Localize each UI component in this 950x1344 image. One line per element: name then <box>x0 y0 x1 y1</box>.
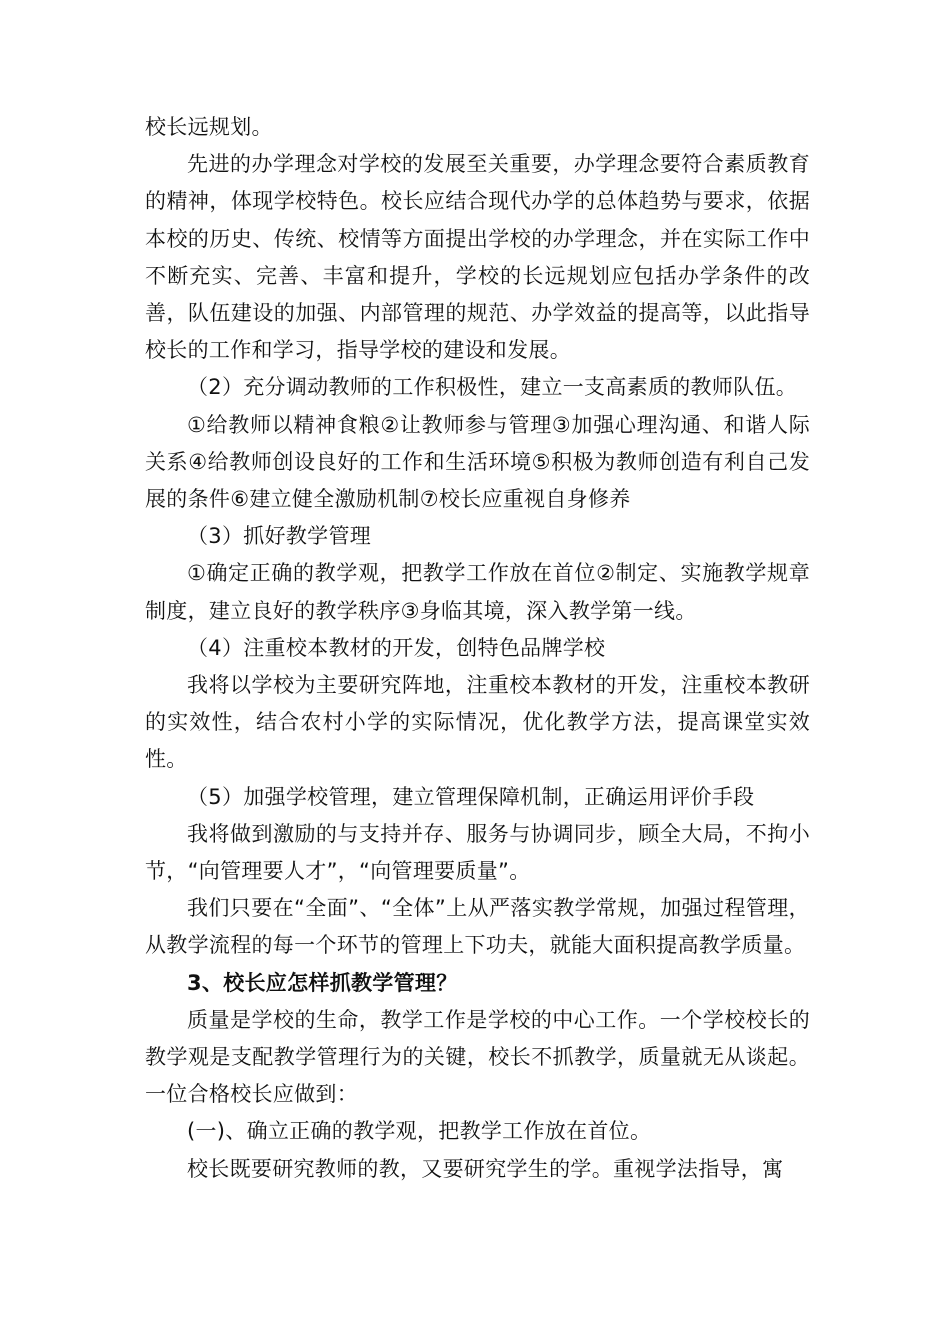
paragraph-subheading-1: (一)、确立正确的教学观，把教学工作放在首位。 <box>187 1119 652 1144</box>
section-heading-3: 3、校长应怎样抓教学管理？ <box>187 970 458 995</box>
document-body <box>145 109 810 1188</box>
paragraph-incentives: 我将做到激励的与支持并存、服务与协调同步，顾全大局，不拘小节，“向管理要人才”，“向管理要质量”。 <box>145 821 810 884</box>
paragraph-quality: 质量是学校的生命，教学工作是学校的中心工作。一个学校校长的教学观是支配教学管理行为的关键，校长不抓教学，质量就无从谈起。一位合格校长应做到： <box>145 1007 810 1107</box>
paragraph-heading-2: （2）充分调动教师的工作积极性，建立一支高素质的教师队伍。 <box>187 375 798 400</box>
paragraph-heading-4: （4）注重校本教材的开发，创特色品牌学校 <box>187 635 606 660</box>
paragraph-school-based-materials: 我将以学校为主要研究阵地，注重校本教材的开发，注重校本教研的实效性，结合农村小学的实际情况，优化教学方法，提高课堂实效性。 <box>145 673 810 772</box>
paragraph-school-philosophy: 先进的办学理念对学校的发展至关重要，办学理念要符合素质教育的精神，体现学校特色。校长应结合现代办学的总体趋势与要求，依据本校的历史、传统、校情等方面提出学校的办学理念，并在实际工作中不断充实、完善、丰富和提升，学校的长远规划应包括办学条件的改善，队伍建设的加强、内部管理的规范、办学效益的提高等，以此指导校长的工作和学习，指导学校的建设和发展。 <box>145 152 810 363</box>
paragraph-heading-5: （5）加强学校管理，建立管理保障机制，正确运用评价手段 <box>187 784 755 809</box>
paragraph-research-teaching: 校长既要研究教师的教，又要研究学生的学。重视学法指导，寓 <box>187 1156 784 1181</box>
paragraph-teacher-measures: ①给教师以精神食粮②让教师参与管理③加强心理沟通、和谐人际关系④给教师创设良好的工作和生活环境⑤积极为教师创造有利自己发展的条件⑥建立健全激励机制⑦校长应重视自身修养 <box>145 412 810 512</box>
paragraph-heading-3: （3）抓好教学管理 <box>187 524 372 549</box>
paragraph-continuation: 校长远规划。 <box>145 115 273 139</box>
paragraph-teaching-measures: ①确定正确的教学观，把教学工作放在首位②制定、实施教学规章制度，建立良好的教学秩序③身临其境，深入教学第一线。 <box>145 561 810 623</box>
paragraph-process-management: 我们只要在“全面”、“全体”上从严落实教学常规，加强过程管理，从教学流程的每一个环节的管理上下功夫，就能大面积提高教学质量。 <box>145 896 810 958</box>
